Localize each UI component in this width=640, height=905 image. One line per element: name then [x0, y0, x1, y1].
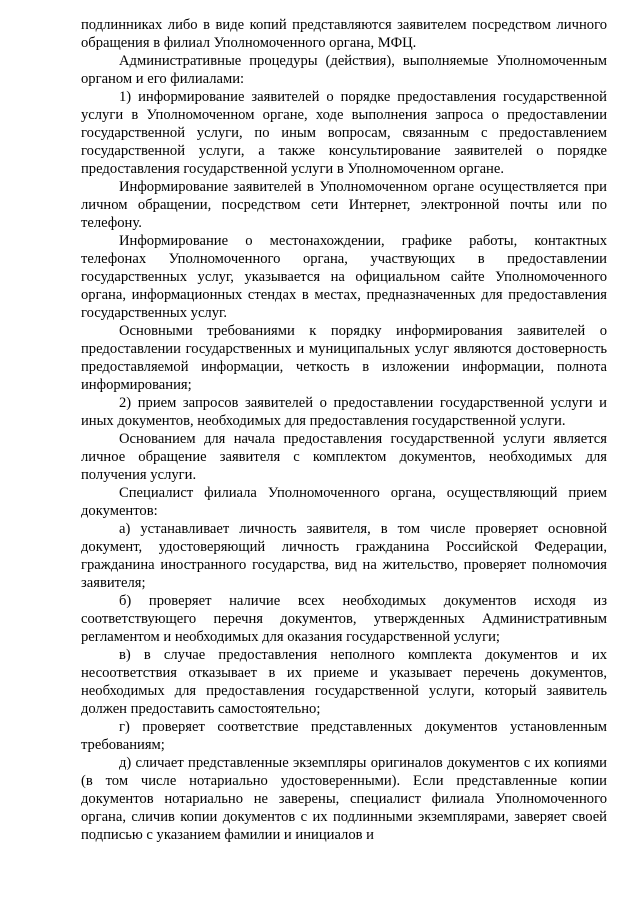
paragraph-specialist: Специалист филиала Уполномоченного органа, осуществляющий прием документов:: [81, 485, 607, 519]
paragraph-continuation: подлинниках либо в виде копий представляются заявителем посредством личного обращения в филиал Уполномоченного органа, МФЦ.: [81, 17, 607, 51]
paragraph-basis: Основанием для начала предоставления государственной услуги является личное обращение заявителя с комплектом документов, необходимых для получения услуги.: [81, 431, 607, 483]
document-body: [81, 16, 607, 844]
paragraph-sub-b: б) проверяет наличие всех необходимых документов исходя из соответствующего перечня документов, утвержденных Административным регламентом и необходимых для оказания государственной услуги;: [81, 593, 607, 645]
paragraph-item-2: 2) прием запросов заявителей о предоставлении государственной услуги и иных документов, необходимых для предоставления государственной услуги.: [81, 395, 607, 429]
paragraph-item-1: 1) информирование заявителей о порядке предоставления государственной услуги в Уполномоченном органе, ходе выполнения запроса о предоставлении государственной услуги, по иным вопросам, связанным с предоставлением государственной услуги, а также консультирование заявителей о порядке предоставления государственной услуги в Уполномоченном органе.: [81, 89, 607, 177]
paragraph-sub-v: в) в случае предоставления неполного комплекта документов и их несоответствия отказывает в их приеме и указывает перечень документов, необходимых для предоставления государственной услуги, который заявитель должен предоставить самостоятельно;: [81, 647, 607, 717]
paragraph-informing-location: Информирование о местонахождении, графике работы, контактных телефонах Уполномоченного органа, участвующих в предоставлении государственных услуг, указывается на официальном сайте Уполномоченного органа, информационных стендах в местах, предназначенных для предоставления государственных услуг.: [81, 233, 607, 321]
paragraph-requirements: Основными требованиями к порядку информирования заявителей о предоставлении государственных и муниципальных услуг являются достоверность предоставляемой информации, четкость в изложении информации, полнота информирования;: [81, 323, 607, 393]
paragraph-informing-channels: Информирование заявителей в Уполномоченном органе осуществляется при личном обращении, посредством сети Интернет, электронной почты или по телефону.: [81, 179, 607, 231]
paragraph-sub-a: а) устанавливает личность заявителя, в том числе проверяет основной документ, удостоверяющий личность гражданина Российской Федерации, гражданина иностранного государства, вид на жительство, проверяет полномочия заявителя;: [81, 521, 607, 591]
paragraph-sub-d: д) сличает представленные экземпляры оригиналов документов с их копиями (в том числе нотариально удостоверенными). Если представленные копии документов нотариально не заверены, специалист филиала Уполномоченного органа, сличив копии документов с их подлинными экземплярами, заверяет своей подписью с указанием фамилии и инициалов и: [81, 755, 607, 843]
paragraph-sub-g: г) проверяет соответствие представленных документов установленным требованиям;: [81, 719, 607, 753]
paragraph-admin-procedures: Административные процедуры (действия), выполняемые Уполномоченным органом и его филиалами:: [81, 53, 607, 87]
